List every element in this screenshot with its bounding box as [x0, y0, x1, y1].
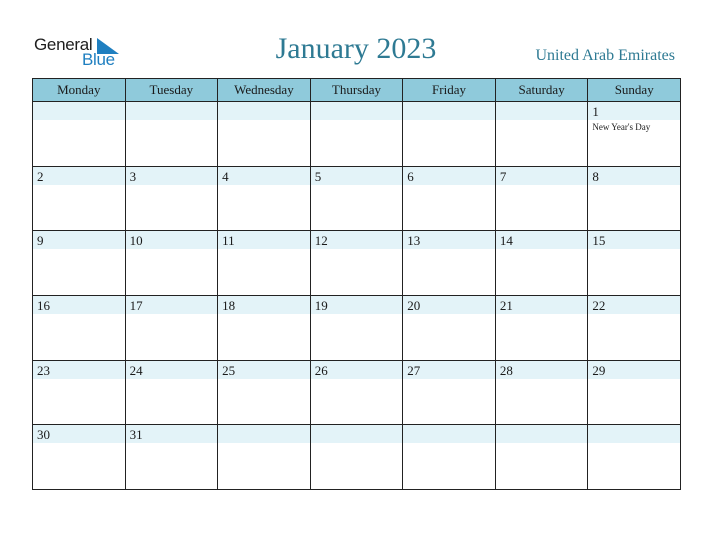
day-cell	[310, 360, 403, 425]
day-number: 28	[499, 362, 513, 378]
day-cell	[588, 360, 681, 425]
day-band	[126, 102, 218, 120]
day-number: 12	[314, 233, 328, 249]
day-cell	[125, 425, 218, 490]
day-band	[311, 425, 403, 443]
day-number: 22	[592, 297, 606, 313]
calendar-title: January 2023	[275, 32, 437, 65]
day-cell	[403, 102, 496, 167]
weekday-header-row	[33, 79, 681, 102]
day-cell	[495, 102, 588, 167]
day-cell	[125, 360, 218, 425]
day-number: 17	[129, 297, 143, 313]
holiday-label: New Year's Day	[592, 122, 651, 132]
day-band	[496, 102, 588, 120]
day-number: 8	[592, 168, 599, 184]
day-number: 14	[499, 233, 513, 249]
day-cell	[588, 102, 681, 167]
day-cell	[218, 166, 311, 231]
weekday-header: Wednesday	[218, 79, 311, 102]
day-number: 20	[407, 297, 421, 313]
day-cell	[403, 295, 496, 360]
day-number: 6	[407, 168, 414, 184]
day-band	[33, 231, 125, 249]
day-number: 4	[222, 168, 229, 184]
day-cell	[495, 295, 588, 360]
day-cell	[495, 231, 588, 296]
day-number: 23	[37, 362, 50, 378]
week-row	[33, 360, 681, 425]
day-number: 15	[592, 233, 606, 249]
day-number: 24	[129, 362, 143, 378]
day-number: 9	[37, 233, 44, 249]
day-cell	[403, 425, 496, 490]
day-number: 3	[129, 168, 137, 184]
day-cell	[218, 425, 311, 490]
day-cell	[125, 102, 218, 167]
day-number: 31	[129, 427, 143, 443]
logo-word-blue: Blue	[82, 50, 115, 69]
day-cell	[310, 166, 403, 231]
day-cell	[310, 425, 403, 490]
day-cell	[310, 102, 403, 167]
day-number: 18	[222, 297, 236, 313]
weekday-header: Thursday	[310, 79, 403, 102]
day-cell	[403, 360, 496, 425]
day-number: 30	[37, 427, 50, 443]
day-cell	[33, 360, 126, 425]
day-number: 7	[499, 168, 507, 184]
day-cell	[125, 295, 218, 360]
logo-word-general: General	[34, 35, 93, 54]
weekday-header: Monday	[33, 79, 126, 102]
day-band	[403, 102, 495, 120]
day-band	[218, 102, 310, 120]
weekday-header: Saturday	[495, 79, 588, 102]
day-number: 2	[37, 168, 44, 184]
day-band	[403, 425, 495, 443]
day-band	[311, 102, 403, 120]
week-row	[33, 102, 681, 167]
day-band	[33, 167, 125, 185]
day-band	[218, 425, 310, 443]
week-row	[33, 231, 681, 296]
day-cell	[33, 231, 126, 296]
weekday-header: Tuesday	[125, 79, 218, 102]
day-band	[218, 167, 310, 185]
day-band	[311, 167, 403, 185]
day-band	[33, 102, 125, 120]
day-cell	[310, 231, 403, 296]
day-band	[126, 167, 218, 185]
day-cell	[218, 295, 311, 360]
day-cell	[588, 231, 681, 296]
day-cell	[33, 295, 126, 360]
day-cell	[218, 360, 311, 425]
day-cell	[125, 231, 218, 296]
day-cell	[218, 231, 311, 296]
day-cell	[588, 295, 681, 360]
week-row	[33, 425, 681, 490]
day-number: 13	[407, 233, 421, 249]
day-band	[588, 167, 680, 185]
calendar-body	[33, 102, 681, 490]
weekday-header: Friday	[403, 79, 496, 102]
country-name: United Arab Emirates	[535, 47, 675, 64]
day-cell	[495, 166, 588, 231]
day-cell	[403, 166, 496, 231]
week-row	[33, 166, 681, 231]
day-cell	[33, 102, 126, 167]
calendar-grid	[32, 78, 681, 490]
week-row	[33, 295, 681, 360]
day-number: 10	[129, 233, 143, 249]
day-cell	[495, 360, 588, 425]
day-cell	[588, 425, 681, 490]
day-number: 21	[499, 297, 513, 313]
day-band	[403, 167, 495, 185]
day-number: 5	[314, 168, 322, 184]
day-number: 11	[222, 233, 235, 249]
day-cell	[33, 425, 126, 490]
day-cell	[310, 295, 403, 360]
day-number: 29	[592, 362, 606, 378]
day-cell	[403, 231, 496, 296]
day-band	[496, 167, 588, 185]
day-number: 25	[222, 362, 236, 378]
day-cell	[125, 166, 218, 231]
day-band	[588, 102, 680, 120]
day-number: 1	[592, 104, 599, 119]
day-cell	[218, 102, 311, 167]
weekday-header: Sunday	[588, 79, 681, 102]
day-band	[588, 425, 680, 443]
day-number: 27	[407, 362, 421, 378]
day-cell	[33, 166, 126, 231]
day-number: 19	[314, 297, 328, 313]
day-cell	[588, 166, 681, 231]
day-band	[496, 425, 588, 443]
day-cell	[495, 425, 588, 490]
day-number: 26	[314, 362, 328, 378]
day-number: 16	[37, 297, 50, 313]
